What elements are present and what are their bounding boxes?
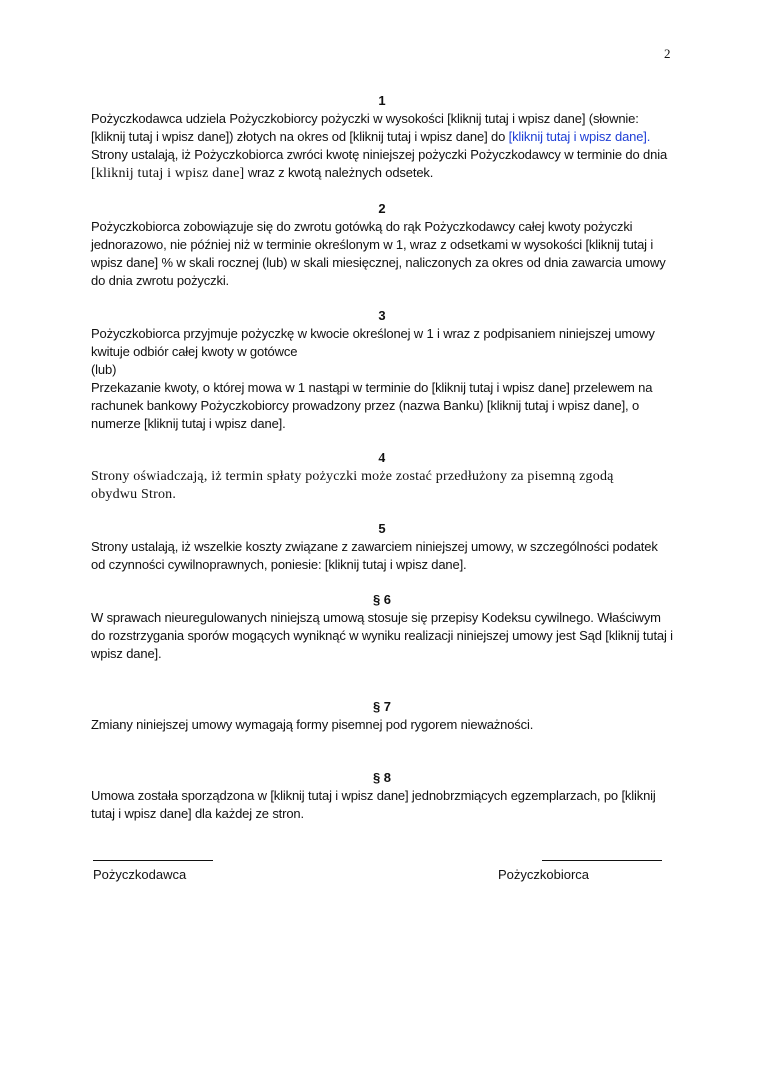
section-1 — [91, 92, 673, 183]
paragraph-line: kwituje odbiór całej kwoty w gotówce — [91, 344, 298, 359]
paragraph-line: do rozstrzygania sporów mogących wyniknąć w wyniku realizacji niniejszej umowy jest Sąd [kliknij tutaj i — [91, 628, 673, 643]
paragraph-line: Strony ustalają, iż Pożyczkobiorca zwróci kwotę niniejszej pożyczki Pożyczkodawcy w terminie do dnia — [91, 147, 668, 162]
paragraph-line: jednorazowo, nie później niż w terminie określonym w 1, wraz z odsetkami w wysokości [kliknij tutaj i — [91, 237, 654, 252]
section-heading: 4 — [378, 451, 386, 466]
section-heading: § 6 — [372, 592, 392, 607]
signature-block-lender — [93, 860, 213, 882]
paragraph-line: Strony oświadczają, iż termin spłaty pożyczki może zostać przedłużony za pisemną zgodą — [91, 469, 614, 484]
paragraph-line: do dnia zwrotu pożyczki. — [91, 273, 230, 288]
section-2 — [91, 200, 673, 290]
section-heading: 3 — [378, 308, 386, 323]
paragraph-line: Pożyczkodawca udziela Pożyczkobiorcy pożyczki w wysokości [kliknij tutaj i wpisz dane] (słownie: — [91, 111, 639, 126]
signature-line — [542, 860, 662, 861]
paragraph-line: (lub) — [91, 362, 117, 377]
signature-line — [93, 860, 213, 861]
paragraph-line: rachunek bankowy Pożyczkobiorcy prowadzony przez (nazwa Banku) [kliknij tutaj i wpisz dane], o — [91, 398, 640, 413]
paragraph-line: W sprawach nieuregulowanych niniejszą umową stosuje się przepisy Kodeksu cywilnego. Właściwym — [91, 610, 661, 625]
paragraph-line: wpisz dane]. — [91, 646, 162, 661]
paragraph-line: numerze [kliknij tutaj i wpisz dane]. — [91, 416, 286, 431]
section-3 — [91, 307, 673, 433]
section-heading: 5 — [378, 521, 386, 536]
paragraph-line: Umowa została sporządzona w [kliknij tutaj i wpisz dane] jednobrzmiących egzemplarzach, po [kliknij — [91, 788, 656, 803]
signature-label: Pożyczkodawca — [93, 867, 187, 882]
paragraph-line: od czynności cywilnoprawnych, poniesie: [kliknij tutaj i wpisz dane]. — [91, 557, 467, 572]
signature-label: Pożyczkobiorca — [498, 867, 590, 882]
section-7 — [91, 698, 673, 734]
section-4 — [91, 450, 673, 504]
section-5 — [91, 520, 673, 574]
section-8 — [91, 769, 673, 823]
paragraph-line: wpisz dane] % w skali rocznej (lub) w skali miesięcznej, naliczonych za okres od dnia zawarcia umowy — [91, 255, 666, 270]
paragraph-line: Zmiany niniejszej umowy wymagają formy pisemnej pod rygorem nieważności. — [91, 717, 534, 732]
section-6 — [91, 591, 673, 663]
paragraph-line: Pożyczkobiorca przyjmuje pożyczkę w kwocie określonej w 1 i wraz z podpisaniem niniejszej umowy — [91, 326, 655, 341]
section-heading: § 7 — [372, 699, 392, 714]
signature-block-borrower — [498, 860, 662, 882]
serif-placeholder[interactable]: [kliknij tutaj i wpisz dane] — [91, 166, 245, 181]
paragraph-line: Przekazanie kwoty, o której mowa w 1 nastąpi w terminie do [kliknij tutaj i wpisz dane] przelewem na — [91, 380, 653, 395]
paragraph-line: obydwu Stron. — [91, 487, 177, 502]
section-heading: 2 — [378, 201, 386, 216]
paragraph-line: Strony ustalają, iż wszelkie koszty związane z zawarciem niniejszej umowy, w szczególności podatek — [91, 539, 658, 554]
paragraph-line: Pożyczkobiorca zobowiązuje się do zwrotu gotówką do rąk Pożyczkodawcy całej kwoty pożyczki — [91, 219, 633, 234]
text-segment: [kliknij tutaj i wpisz dane]) złotych na okres od [kliknij tutaj i wpisz dane] do — [91, 129, 509, 144]
paragraph-line: tutaj i wpisz dane] dla każdej ze stron. — [91, 806, 304, 821]
document-body — [91, 92, 673, 823]
section-heading: 1 — [378, 93, 386, 108]
page-number: 2 — [664, 46, 671, 61]
section-heading: § 8 — [372, 770, 392, 785]
paragraph-line — [91, 128, 673, 146]
blue-placeholder[interactable]: [kliknij tutaj i wpisz dane]. — [508, 129, 651, 144]
text-segment: wraz z kwotą należnych odsetek. — [244, 165, 434, 180]
paragraph-line — [91, 164, 673, 183]
